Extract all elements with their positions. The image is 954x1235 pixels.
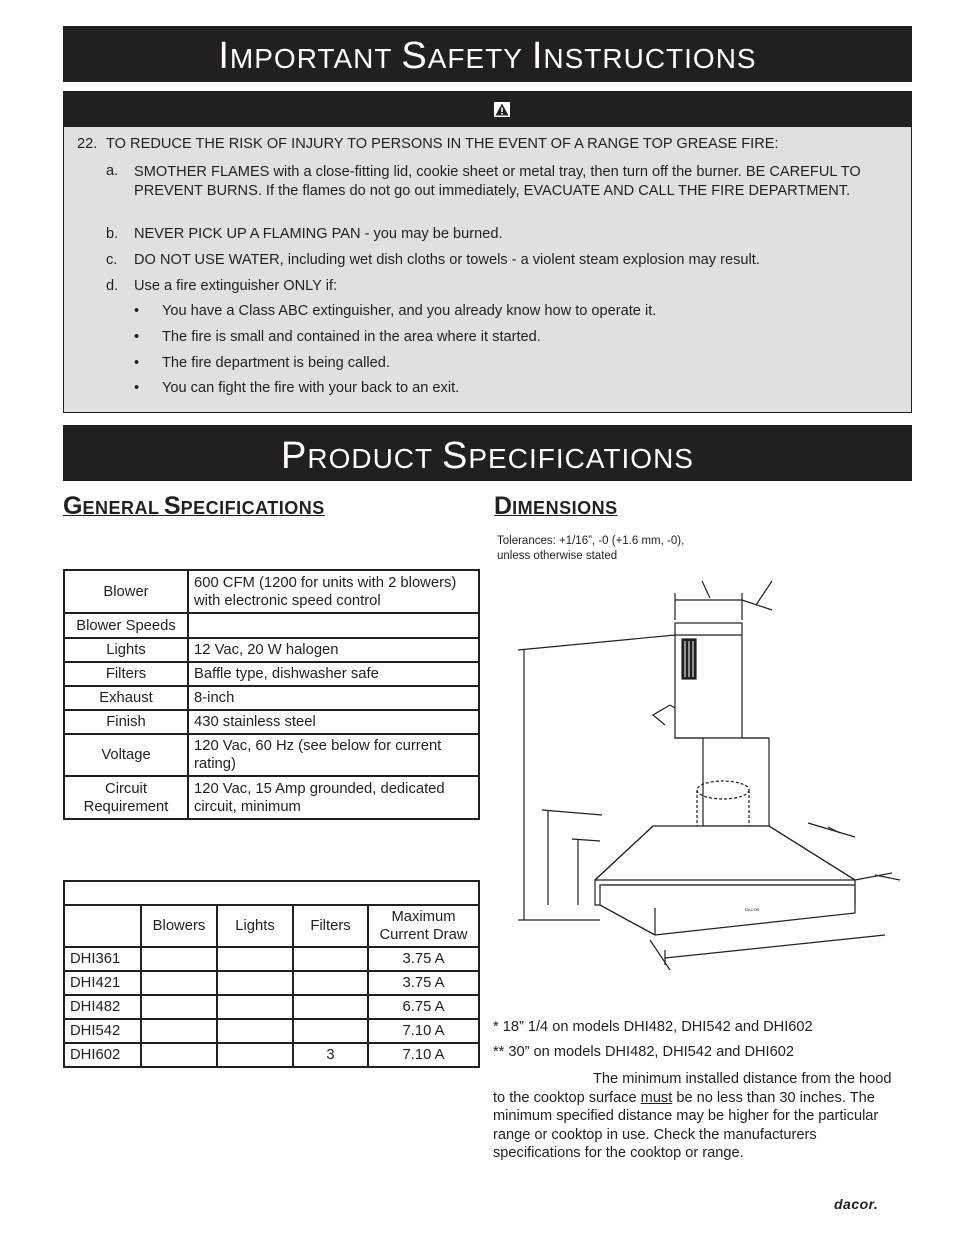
table-cell: [217, 1043, 293, 1067]
item-text: TO REDUCE THE RISK OF INJURY TO PERSONS IN THE EVENT OF A RANGE TOP GREASE FIRE:: [106, 136, 779, 152]
item-number: 22.: [77, 136, 98, 152]
table-cell: [217, 995, 293, 1019]
model-cell: DHI421: [64, 971, 141, 995]
tolerances-line: unless otherwise stated: [497, 550, 618, 562]
table-cell: [141, 1043, 217, 1067]
table-cell: 3: [293, 1043, 368, 1067]
table-cell: [141, 971, 217, 995]
warning-triangle-icon: [493, 101, 511, 118]
table-title-row: [64, 881, 479, 905]
table-row: [64, 776, 479, 819]
table-title: [64, 881, 479, 905]
model-cell: DHI361: [64, 947, 141, 971]
subitem-text: DO NOT USE WATER, including wet dish cloths or towels - a violent steam explosion may result.: [134, 252, 760, 268]
table-cell: [141, 947, 217, 971]
bullet-mark: •: [134, 380, 140, 396]
title-rest: PECIFICATIONS: [468, 443, 694, 474]
note-text: be no less than 30 inches. The minimum specified distance may be higher for the particular range or cooktop in use. Check the manufacturers specifications for the cooktop or range.: [493, 1089, 879, 1162]
model-cell: DHI542: [64, 1019, 141, 1043]
heading-cap: G: [63, 492, 83, 520]
spec-label: Voltage: [64, 734, 188, 776]
spec-value: 8-inch: [188, 686, 479, 710]
table-cell: [141, 995, 217, 1019]
subitem-letter: c.: [106, 252, 118, 268]
spec-label: Lights: [64, 638, 188, 662]
title-cap: I: [218, 35, 230, 77]
title-rest: RODUCT: [307, 443, 434, 474]
column-header: Maximum Current Draw: [368, 905, 479, 947]
table-cell: [293, 995, 368, 1019]
tolerances-line: Tolerances: +1/16”, -0 (+1.6 mm, -0),: [497, 535, 685, 547]
bullet-text: You can fight the fire with your back to an exit.: [162, 380, 460, 396]
subitem-letter: a.: [106, 163, 119, 179]
spec-label: Finish: [64, 710, 188, 734]
footnote: ** 30” on models DHI482, DHI542 and DHI602: [493, 1044, 794, 1060]
warning-bar: [63, 91, 912, 127]
hood-dimension-diagram: [510, 575, 910, 970]
table-row: [64, 995, 479, 1019]
specs-title: [63, 425, 912, 481]
table-row: [64, 613, 479, 638]
column-header: Filters: [293, 905, 368, 947]
note-emphasis: must: [640, 1089, 673, 1106]
table-cell: [217, 947, 293, 971]
table-row: [64, 686, 479, 710]
min-distance-note: [493, 1070, 893, 1163]
table-cell: [141, 1019, 217, 1043]
subitem-text: Use a fire extinguisher ONLY if:: [134, 278, 338, 294]
subitem-text: NEVER PICK UP A FLAMING PAN - you may be burned.: [134, 226, 503, 242]
table-cell: [293, 1019, 368, 1043]
column-header: [64, 905, 141, 947]
spec-label: Exhaust: [64, 686, 188, 710]
bullet-mark: •: [134, 329, 140, 345]
spec-label: Circuit Requirement: [64, 776, 188, 819]
table-row: [64, 971, 479, 995]
spec-value: 120 Vac, 60 Hz (see below for current rating): [188, 734, 479, 776]
bullet-mark: •: [134, 355, 140, 371]
table-cell: [217, 1019, 293, 1043]
bullet-text: The fire department is being called.: [162, 355, 390, 371]
heading-rest: PECIFICATIONS: [180, 498, 325, 518]
title-rest: MPORTANT: [229, 43, 393, 74]
column-header: Lights: [217, 905, 293, 947]
table-cell: [217, 971, 293, 995]
spec-value: 12 Vac, 20 W halogen: [188, 638, 479, 662]
subitem-letter: b.: [106, 226, 119, 242]
heading-rest: ENERAL: [82, 498, 160, 518]
model-cell: DHI482: [64, 995, 141, 1019]
title-cap: I: [531, 35, 544, 77]
spec-value: Baffle type, dishwasher safe: [188, 662, 479, 686]
table-row: [64, 1019, 479, 1043]
spec-label: Filters: [64, 662, 188, 686]
heading-rest: IMENSIONS: [512, 498, 618, 518]
dacor-logo: dacor.: [834, 1196, 879, 1212]
title-rest: NSTRUCTIONS: [543, 43, 757, 74]
current-cell: 3.75 A: [368, 947, 479, 971]
footnote: * 18” 1/4 on models DHI482, DHI542 and DHI602: [493, 1019, 813, 1035]
current-cell: 3.75 A: [368, 971, 479, 995]
bullet-mark: •: [134, 303, 140, 319]
table-row: [64, 638, 479, 662]
spec-label: Blower Speeds: [64, 613, 188, 638]
table-cell: [293, 971, 368, 995]
heading-cap: D: [494, 492, 513, 520]
model-cell: DHI602: [64, 1043, 141, 1067]
bullet-text: You have a Class ABC extinguisher, and you already know how to operate it.: [162, 303, 657, 319]
subitem-letter: d.: [106, 278, 119, 294]
current-cell: 7.10 A: [368, 1019, 479, 1043]
current-draw-table: [63, 880, 480, 1068]
subitem-text: SMOTHER FLAMES with a close-fitting lid, cookie sheet or metal tray, then turn off the burner. BE CAREFUL TO PREVENT BURNS. If the flames do not go out immediately, EVACUATE AND CALL THE FIRE DEPARTMENT.: [134, 164, 861, 199]
table-row: [64, 570, 479, 613]
title-rest: AFETY: [427, 43, 523, 74]
table-cell: [293, 947, 368, 971]
note-text: The minimum installed distance from the hood to the cooktop surface: [493, 1071, 892, 1106]
general-specs-table: [63, 569, 480, 820]
table-row: [64, 734, 479, 776]
hood-plate: DACOR: [745, 907, 760, 912]
bullet-text: The fire is small and contained in the area where it started.: [162, 329, 541, 345]
table-row: [64, 710, 479, 734]
warning-box: [63, 126, 912, 413]
title-cap: S: [442, 435, 469, 477]
table-header-row: [64, 905, 479, 947]
dimensions-heading: [494, 492, 618, 521]
column-header: Blowers: [141, 905, 217, 947]
spec-value: 120 Vac, 15 Amp grounded, dedicated circuit, minimum: [188, 776, 479, 819]
title-cap: S: [401, 35, 428, 77]
table-row: [64, 662, 479, 686]
spec-value: 600 CFM (1200 for units with 2 blowers) with electronic speed control: [188, 570, 479, 613]
spec-value: [188, 613, 479, 638]
spec-value: 430 stainless steel: [188, 710, 479, 734]
general-specs-heading: [63, 492, 325, 521]
current-cell: 7.10 A: [368, 1043, 479, 1067]
spec-label: Blower: [64, 570, 188, 613]
safety-title: [63, 26, 912, 82]
heading-cap: S: [163, 492, 181, 520]
table-row: [64, 947, 479, 971]
title-cap: P: [281, 435, 308, 477]
table-row: [64, 1043, 479, 1067]
current-cell: 6.75 A: [368, 995, 479, 1019]
